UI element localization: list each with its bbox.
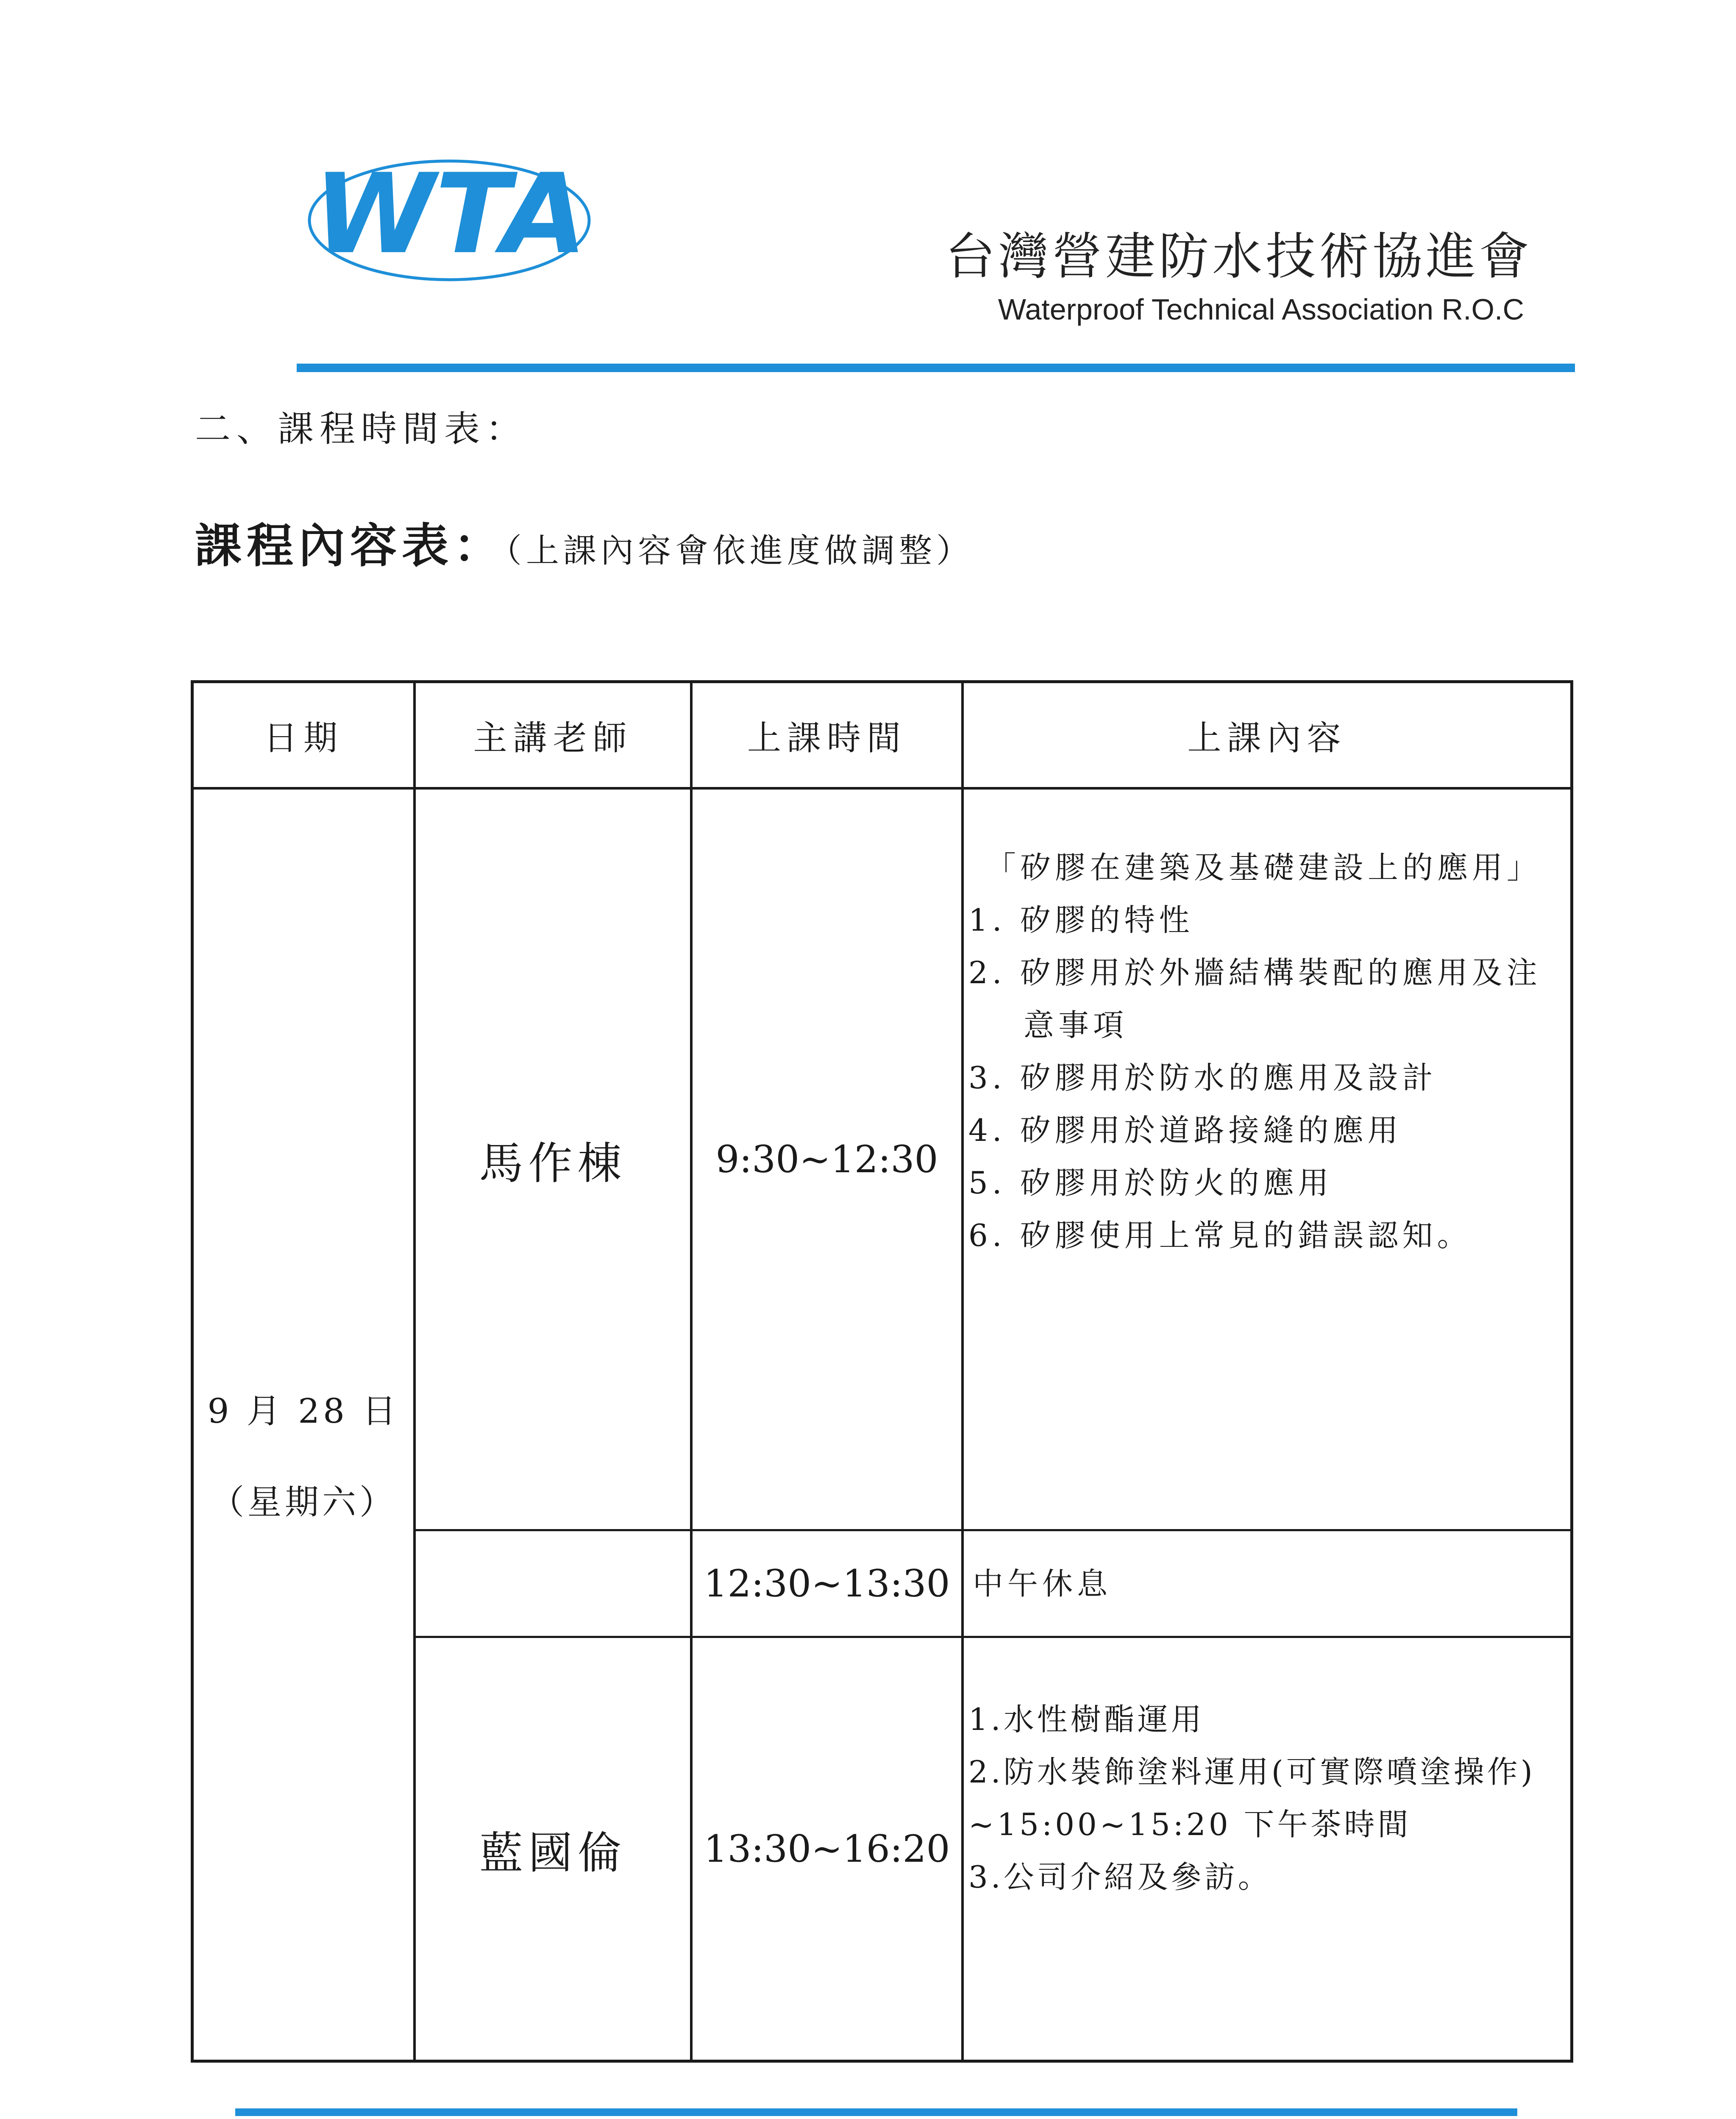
time-cell: 12:30~13:30: [704, 1562, 950, 1605]
date-cell: [194, 1348, 413, 1560]
table-header-content: 上課內容: [1187, 718, 1347, 758]
header-divider: [297, 364, 1575, 372]
table-header-time: 上課時間: [747, 718, 907, 758]
content-line: 中午休息: [973, 1566, 1112, 1602]
date: 9 月 28 日: [207, 1391, 400, 1431]
content-line: 3.公司介紹及參訪。: [968, 1859, 1271, 1895]
content-line: 4. 矽膠用於道路接縫的應用: [968, 1112, 1402, 1148]
content-line: 6. 矽膠使用上常見的錯誤認知。: [968, 1218, 1472, 1253]
content-line: 1. 矽膠的特性: [968, 902, 1194, 938]
weekday: （星期六）: [210, 1482, 397, 1522]
footer-divider: [235, 2108, 1517, 2116]
schedule-heading: [195, 509, 974, 576]
wta-logo: [288, 153, 593, 288]
table-col-divider-3: [961, 680, 964, 2063]
table-header-teacher: 主講老師: [473, 718, 633, 758]
teacher-cell: [416, 1531, 690, 1636]
content-line: 2. 矽膠用於外牆結構裝配的應用及注: [968, 955, 1541, 990]
content-line: 「矽膠在建築及基礎建設上的應用」: [985, 850, 1542, 885]
teacher-cell: 馬作棟: [479, 1137, 627, 1189]
time-cell: 9:30~12:30: [715, 1137, 938, 1181]
org-name-zh: 台灣營建防水技術協進會: [945, 227, 1533, 286]
content-line: 3. 矽膠用於防水的應用及設計: [968, 1060, 1437, 1096]
schedule-title: 課程內容表：: [195, 518, 505, 573]
svg-text:WTA: WTA: [314, 153, 587, 278]
schedule-note: （上課內容會依進度做調整）: [505, 532, 974, 570]
content-line: 1.水性樹酯運用: [968, 1702, 1205, 1737]
table-border-top: [191, 680, 1573, 683]
org-name-en: Waterproof Technical Association R.O.C: [998, 293, 1524, 326]
table-header-date: 日期: [264, 718, 343, 758]
teacher-cell: 藍國倫: [479, 1827, 627, 1879]
content-line: 意事項: [1024, 1007, 1128, 1043]
content-cell: [973, 1557, 1112, 1610]
section-title: 二、課程時間表：: [195, 408, 528, 450]
content-line: ~15:00~15:20 下午茶時間: [968, 1807, 1411, 1842]
table-border-bottom: [191, 2060, 1573, 2063]
table-border-left: [191, 680, 194, 2063]
table-border-right: [1570, 680, 1573, 2063]
time-cell: 13:30~16:20: [704, 1827, 950, 1871]
content-line: 2.防水裝飾塗料運用(可實際噴塗操作): [968, 1754, 1536, 1790]
content-line: 5. 矽膠用於防火的應用: [968, 1165, 1333, 1201]
content-cell: [968, 1693, 1536, 1903]
content-cell: [968, 841, 1541, 1262]
